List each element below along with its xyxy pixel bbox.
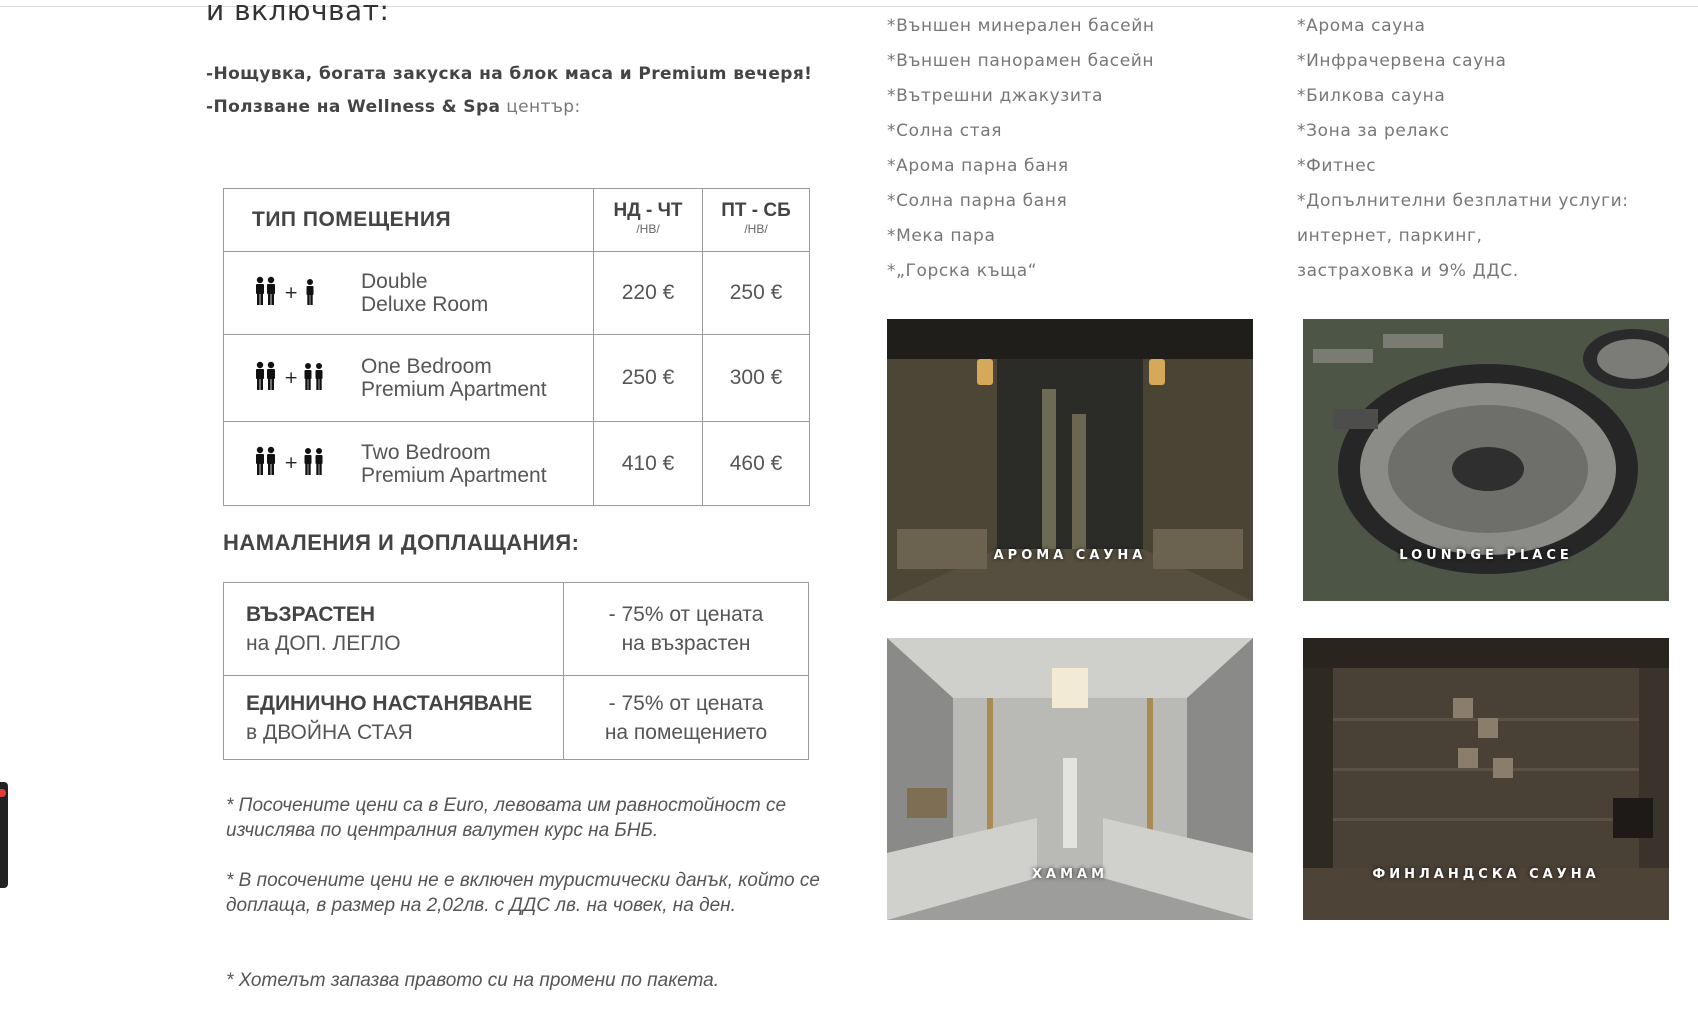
room-name-line-2: Premium Apartment: [361, 463, 547, 487]
col-weekday: [594, 189, 703, 252]
discount-value-line-1: - 75% от цената: [608, 691, 764, 715]
list-item: *Арома парна баня: [887, 156, 1069, 176]
list-item: *Солна стая: [887, 121, 1003, 141]
price-weekend: 460 €: [703, 422, 810, 506]
discounts-table: [223, 582, 809, 760]
list-item: застраховка и 9% ДДС.: [1297, 261, 1519, 281]
list-item: *Арома сауна: [1297, 16, 1426, 36]
discount-label-sub: в ДВОЙНА СТАЯ: [246, 720, 413, 744]
list-item: *Външен минерален басейн: [887, 16, 1155, 36]
list-item: *Вътрешни джакузита: [887, 86, 1104, 106]
discount-label-bold: ВЪЗРАСТЕН: [246, 603, 375, 626]
guests-cell: [224, 252, 356, 335]
tile-caption: ФИНЛАНДСКА САУНА: [1372, 867, 1600, 882]
tile-caption: ХАМАМ: [1031, 867, 1109, 882]
price-weekday: 250 €: [594, 335, 703, 422]
intro-line-1: [206, 64, 812, 84]
svg-text:+: +: [284, 453, 299, 473]
gallery-tile-hamam[interactable]: [887, 638, 1253, 920]
facilities-list-left: [887, 16, 1155, 296]
intro-line-2: [206, 97, 581, 117]
col-weekend-label: ПТ - СБ: [721, 200, 791, 221]
price-weekend: 250 €: [703, 252, 810, 335]
list-item: *Инфрачервена сауна: [1297, 51, 1507, 71]
price-weekday: 410 €: [594, 422, 703, 506]
gallery-tile-finnish-sauna[interactable]: [1303, 638, 1669, 920]
list-item: *Зона за релакс: [1297, 121, 1450, 141]
list-item: *Допълнителни безплатни услуги:: [1297, 191, 1629, 211]
room-name-line-2: Premium Apartment: [361, 378, 547, 401]
intro-line-2-bold: -Ползване на Wellness & Spa: [206, 97, 501, 117]
discount-label-bold: ЕДИНИЧНО НАСТАНЯВАНЕ: [246, 691, 533, 715]
discounts-title: НАМАЛЕНИЯ И ДОПЛАЩАНИЯ:: [223, 530, 580, 555]
discount-value-line-2: на помещението: [604, 720, 768, 744]
list-item: *„Горска къща“: [887, 261, 1038, 281]
list-item: *Солна парна баня: [887, 191, 1068, 211]
per-night-label: /НВ/: [744, 222, 768, 236]
guests-cell: [224, 422, 356, 506]
list-item: *Билкова сауна: [1297, 86, 1446, 106]
table-row: [224, 583, 809, 676]
svg-text:+: +: [284, 367, 299, 388]
intro-line-2-rest: център:: [500, 97, 581, 117]
room-name-line-1: Two Bedroom: [361, 440, 491, 464]
list-item: *Фитнес: [1297, 156, 1377, 176]
side-widget-tab[interactable]: [0, 782, 8, 888]
intro-line-1-text: -Нощувка, богата закуска на блок маса и Premium вечеря!: [206, 64, 813, 84]
gallery-tile-lounge-place[interactable]: [1303, 319, 1669, 601]
room-name-cell: [355, 335, 594, 422]
list-item: *Мека пара: [887, 226, 996, 246]
table-row: [224, 676, 809, 760]
per-night-label: /НВ/: [636, 222, 660, 236]
discount-value-line-2: на възрастен: [621, 632, 751, 655]
col-room-type: ТИП ПОМЕЩЕНИЯ: [224, 189, 594, 252]
col-weekend: [703, 189, 810, 252]
discount-value-cell: [564, 676, 809, 760]
table-row: [224, 422, 810, 506]
tile-caption: АРОМА САУНА: [993, 548, 1147, 563]
two-adults-plus-two-children-icon: [254, 361, 328, 396]
room-name-line-1: Double: [361, 270, 428, 293]
guests-cell: [224, 335, 356, 422]
price-weekday: 220 €: [594, 252, 703, 335]
list-item: интернет, паркинг,: [1297, 226, 1483, 246]
col-weekday-label: НД - ЧТ: [613, 200, 683, 221]
note-changes: * Хотелът запазва правото си на промени по пакета.: [226, 970, 719, 991]
svg-text:+: +: [284, 282, 299, 303]
two-adults-plus-child-icon: [254, 276, 328, 311]
list-item: *Външен панорамен басейн: [887, 51, 1155, 71]
room-name-line-1: One Bedroom: [361, 355, 492, 378]
room-price-table: [223, 188, 810, 506]
gallery-tile-aroma-sauna[interactable]: [887, 319, 1253, 601]
table-row: [224, 252, 810, 335]
room-table-header: [224, 189, 810, 252]
table-row: [224, 335, 810, 422]
note-currency: * Посочените цени са в Euro, левовата им равностойност се изчислява по централния валутен курс на БНБ.: [226, 795, 787, 841]
room-name-cell: [355, 422, 594, 506]
discount-label-cell: [224, 676, 564, 760]
two-adults-plus-two-children-icon: [254, 446, 328, 481]
price-weekend: 300 €: [703, 335, 810, 422]
room-name-cell: [355, 252, 594, 335]
room-name-line-2: Deluxe Room: [361, 293, 489, 316]
discount-label-cell: [224, 583, 564, 676]
section-heading: и включват:: [206, 0, 390, 27]
note-tourist-tax: * В посочените цени не е включен туристически данък, който се доплаща, в размер на 2,02лв. с ДДС лв. на човек, на ден.: [226, 870, 820, 916]
discount-value-cell: [564, 583, 809, 676]
discount-label-sub: на ДОП. ЛЕГЛО: [246, 632, 401, 655]
facilities-list-right: [1297, 16, 1629, 296]
discount-value-line-1: - 75% от цената: [608, 603, 764, 626]
tile-caption: LOUNDGE PLACE: [1399, 548, 1573, 563]
